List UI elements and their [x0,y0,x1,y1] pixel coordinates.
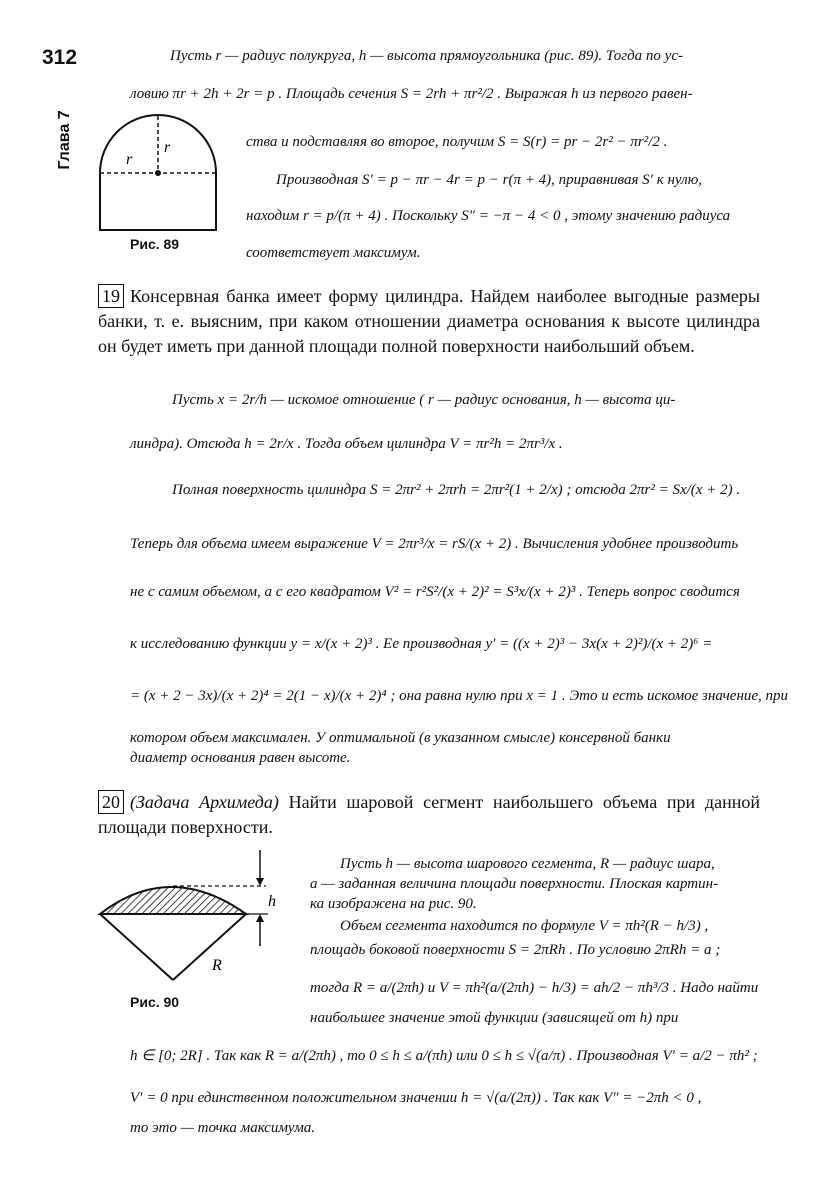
fig89-label-r-left: r [126,151,133,168]
p19-l7: = (x + 2 − 3x)/(x + 2)⁴ = 2(1 − x)/(x + 2)⁴ ; она равна нулю при x = 1 . Это и есть искомое значение, при [130,688,789,704]
p19-l5: не с самим объемом, а с его квадратом V² = r²S²/(x + 2)² = S³x/(x + 2)³ . Теперь вопрос сводится [130,584,740,600]
figure-90 [96,846,296,986]
figure-90-caption: Рис. 90 [130,994,180,1010]
problem-20-number: 20 [98,790,124,814]
p19-l1: Пусть x = 2r/h — искомое отношение ( r — радиус основания, h — высота ци- [172,392,676,408]
figure-89-caption: Рис. 89 [130,236,180,252]
fig89-label-r-right: r [164,139,171,156]
problem-19 [98,284,760,359]
p20-l10: то это — точка максимума. [130,1120,316,1136]
page-number: 312 [42,46,78,69]
p20-l3: ка изображена на рис. 90. [310,896,477,912]
chapter-label: Глава 7 [56,110,73,170]
s18-line1: Пусть r — радиус полукруга, h — высота прямоугольника (рис. 89). Тогда по ус- [170,48,683,64]
p20-l7: наибольшее значение этой функции (зависящей от h) при [310,1010,679,1026]
fig90-label-h: h [268,893,276,910]
p20-l5: площадь боковой поверхности S = 2πRh . По условию 2πRh = a ; [310,942,721,958]
p19-l3: Полная поверхность цилиндра S = 2πr² + 2πrh = 2πr²(1 + 2/x) ; отсюда 2πr² = Sx/(x + 2) . [172,482,741,498]
problem-19-number: 19 [98,284,124,308]
p19-l6: к исследованию функции y = x/(x + 2)³ . Ее производная y′ = ((x + 2)³ − 3x(x + 2)²)/(x + 2)⁶ = [130,636,713,652]
p20-l8: h ∈ [0; 2R] . Так как R = a/(2πh) , то 0 ≤ h ≤ a/(πh) или 0 ≤ h ≤ √(a/π) . Производная V′ = a/2 − πh² ; [130,1048,758,1064]
problem-19-text: Консервная банка имеет форму цилиндра. Найдем наиболее выгодные размеры банки, т. е. выясним, при каком отношении диаметра основания к высоте цилиндра он будет иметь при данной площади полной поверхности наибольший объем. [98,286,760,356]
p19-l2: линдра). Отсюда h = 2r/x . Тогда объем цилиндра V = πr²h = 2πr³/x . [130,436,563,452]
s18-line2: ловию πr + 2h + 2r = p . Площадь сечения S = 2rh + πr²/2 . Выражая h из первого равен- [130,86,693,102]
p19-l8: котором объем максимален. У оптимальной (в указанном смысле) консервной банки [130,730,671,746]
p20-l1: Пусть h — высота шарового сегмента, R — радиус шара, [340,856,715,872]
s18-line5: находим r = p/(π + 4) . Поскольку S″ = −π − 4 < 0 , этому значению радиуса [246,208,731,224]
problem-20 [98,790,760,840]
p19-l9: диаметр основания равен высоте. [130,750,351,766]
figure-89 [96,112,226,237]
problem-20-title: (Задача Архимеда) [130,792,279,812]
s18-line3: ства и подставляя во второе, получим S = S(r) = pr − 2r² − πr²/2 . [246,134,668,150]
p20-l4: Объем сегмента находится по формуле V = πh²(R − h/3) , [340,918,709,934]
fig90-label-R: R [212,957,222,974]
s18-line4: Производная S′ = p − πr − 4r = p − r(π + 4), приравнивая S′ к нулю, [276,172,703,188]
p20-l2: a — заданная величина площади поверхности. Плоская картин- [310,876,719,892]
p20-l6: тогда R = a/(2πh) и V = πh²(a/(2πh) − h/3) = ah/2 − πh³/3 . Надо найти [310,980,759,996]
p20-l9: V′ = 0 при единственном положительном значении h = √(a/(2π)) . Так как V″ = −2πh < 0 , [130,1090,702,1106]
s18-line6: соответствует максимум. [246,245,421,261]
problem-20-text: Найти шаровой сегмент наибольшего объема при данной площади поверхности. [98,792,760,837]
p19-l4: Теперь для объема имеем выражение V = 2πr³/x = rS/(x + 2) . Вычисления удобнее производить [130,536,739,552]
